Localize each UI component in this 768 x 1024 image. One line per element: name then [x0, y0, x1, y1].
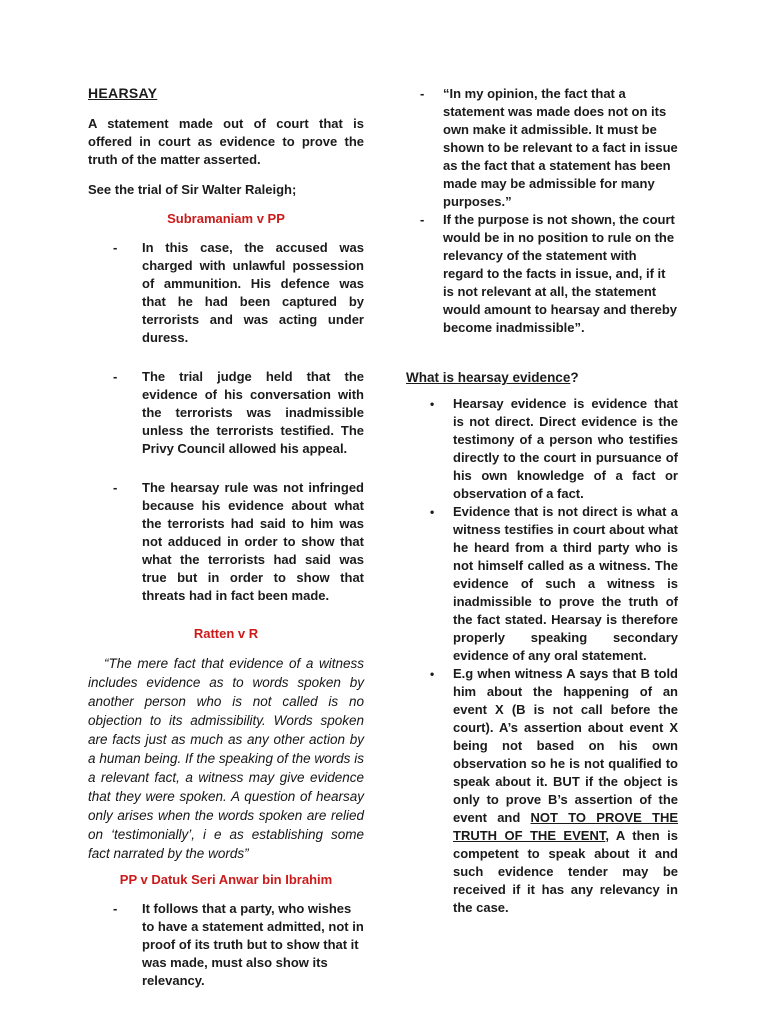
hearsay-title: HEARSAY	[88, 85, 158, 101]
example-text-prefix: E.g when witness A says that B told him about the happening of an event X (B is not call before the court). A’s assertion about event X being not based on his own observation so he is not qualified to speak about it. BUT if the object is only to prove B’s assertion of the event and	[453, 666, 678, 825]
heading-underlined-text: What is hearsay evidence	[406, 370, 571, 385]
bullet-marker: •	[430, 667, 435, 681]
see-trial-note: See the trial of Sir Walter Raleigh;	[88, 182, 297, 197]
list-item	[88, 368, 364, 458]
ratten-quote: “The mere fact that evidence of a witness includes evidence as to words spoken by another person who is not called is no objection to its admissibility. Words spoken are facts just as much as any other action by a human being. If the speaking of the words is a relevant fact, a witness may give evidence that they were spoken. A question of hearsay only arises when the words spoken are relied on ‘testimonially’, i e as establishing some fact narrated by the words”	[88, 656, 364, 861]
subramaniam-points-list	[88, 239, 364, 605]
anwar-points-list	[88, 900, 364, 990]
underlined-phrase: NOT TO PROVE THE TRUTH OF THE EVENT	[453, 810, 679, 843]
what-is-hearsay-heading	[406, 370, 678, 385]
list-item	[406, 211, 678, 337]
case-point: It follows that a party, who wishes to have a statement admitted, not in proof of its truth but to show that it was made, must also show its relevancy.	[142, 901, 364, 988]
case-point: The hearsay rule was not infringed because his evidence about what the terrorists had said to him was not adduced in order to show that what the terrorists had said was true but in order to show that threats had in fact been made.	[142, 480, 364, 603]
case-point: The trial judge held that the evidence of his conversation with the terrorists was inadmissible unless the terrorists testified. The Privy Council allowed his appeal.	[142, 369, 364, 456]
hearsay-bullet: Hearsay evidence is evidence that is not direct. Direct evidence is the testimony of a person who testifies directly to the court in pursuance of his own knowledge of a fact or observation of a fact.	[453, 396, 678, 501]
case-heading-anwar: PP v Datuk Seri Anwar bin Ibrahim	[119, 872, 333, 887]
bullet-marker: •	[430, 505, 435, 519]
quote-point: If the purpose is not shown, the court would be in no position to rule on the relevancy of the statement with regard to the facts in issue, and, if it is not relevant at all, the statement would amount to hearsay and thereby become inadmissible”.	[443, 212, 678, 335]
case-heading-subramaniam: Subramaniam v PP	[167, 211, 285, 226]
dash-marker: -	[113, 240, 118, 255]
list-item	[88, 239, 364, 347]
case-heading-ratten: Ratten v R	[193, 626, 259, 641]
hearsay-example-bullet	[453, 665, 678, 917]
case-point: In this case, the accused was charged with unlawful possession of ammunition. His defence was that he had been captured by terrorists and was acting under duress.	[142, 240, 364, 345]
example-text-suffix: , A then is competent to speak about it and such evidence tender may be received if it has any relevancy in the case.	[453, 828, 678, 915]
left-column	[88, 85, 364, 1011]
list-item	[88, 479, 364, 605]
heading-question-mark: ?	[570, 370, 579, 385]
opinion-points-list	[406, 85, 678, 337]
list-item	[88, 900, 364, 990]
quote-point: “In my opinion, the fact that a statement was made does not on its own make it admissible. It must be shown to be relevant to a fact in issue as the fact that a statement has been made may be admissible for many purposes.”	[443, 86, 678, 209]
dash-marker: -	[420, 86, 425, 101]
intro-paragraph: A statement made out of court that is offered in court as evidence to prove the truth of the matter asserted.	[88, 116, 364, 167]
hearsay-bullet: Evidence that is not direct is what a witness testifies in court about what he heard from a third party who is not himself called as a witness. The evidence of such a witness is inadmissible to prove the truth of the fact stated. Hearsay is therefore properly speaking secondary evidence of any oral statement.	[453, 504, 678, 663]
list-item	[406, 503, 678, 665]
dash-marker: -	[113, 901, 118, 916]
list-item	[406, 85, 678, 211]
list-item	[406, 395, 678, 503]
hearsay-definition-list	[406, 395, 678, 917]
list-item	[406, 665, 678, 917]
dash-marker: -	[113, 480, 118, 495]
dash-marker: -	[113, 369, 118, 384]
dash-marker: -	[420, 212, 425, 227]
bullet-marker: •	[430, 397, 435, 411]
right-column	[406, 85, 678, 917]
